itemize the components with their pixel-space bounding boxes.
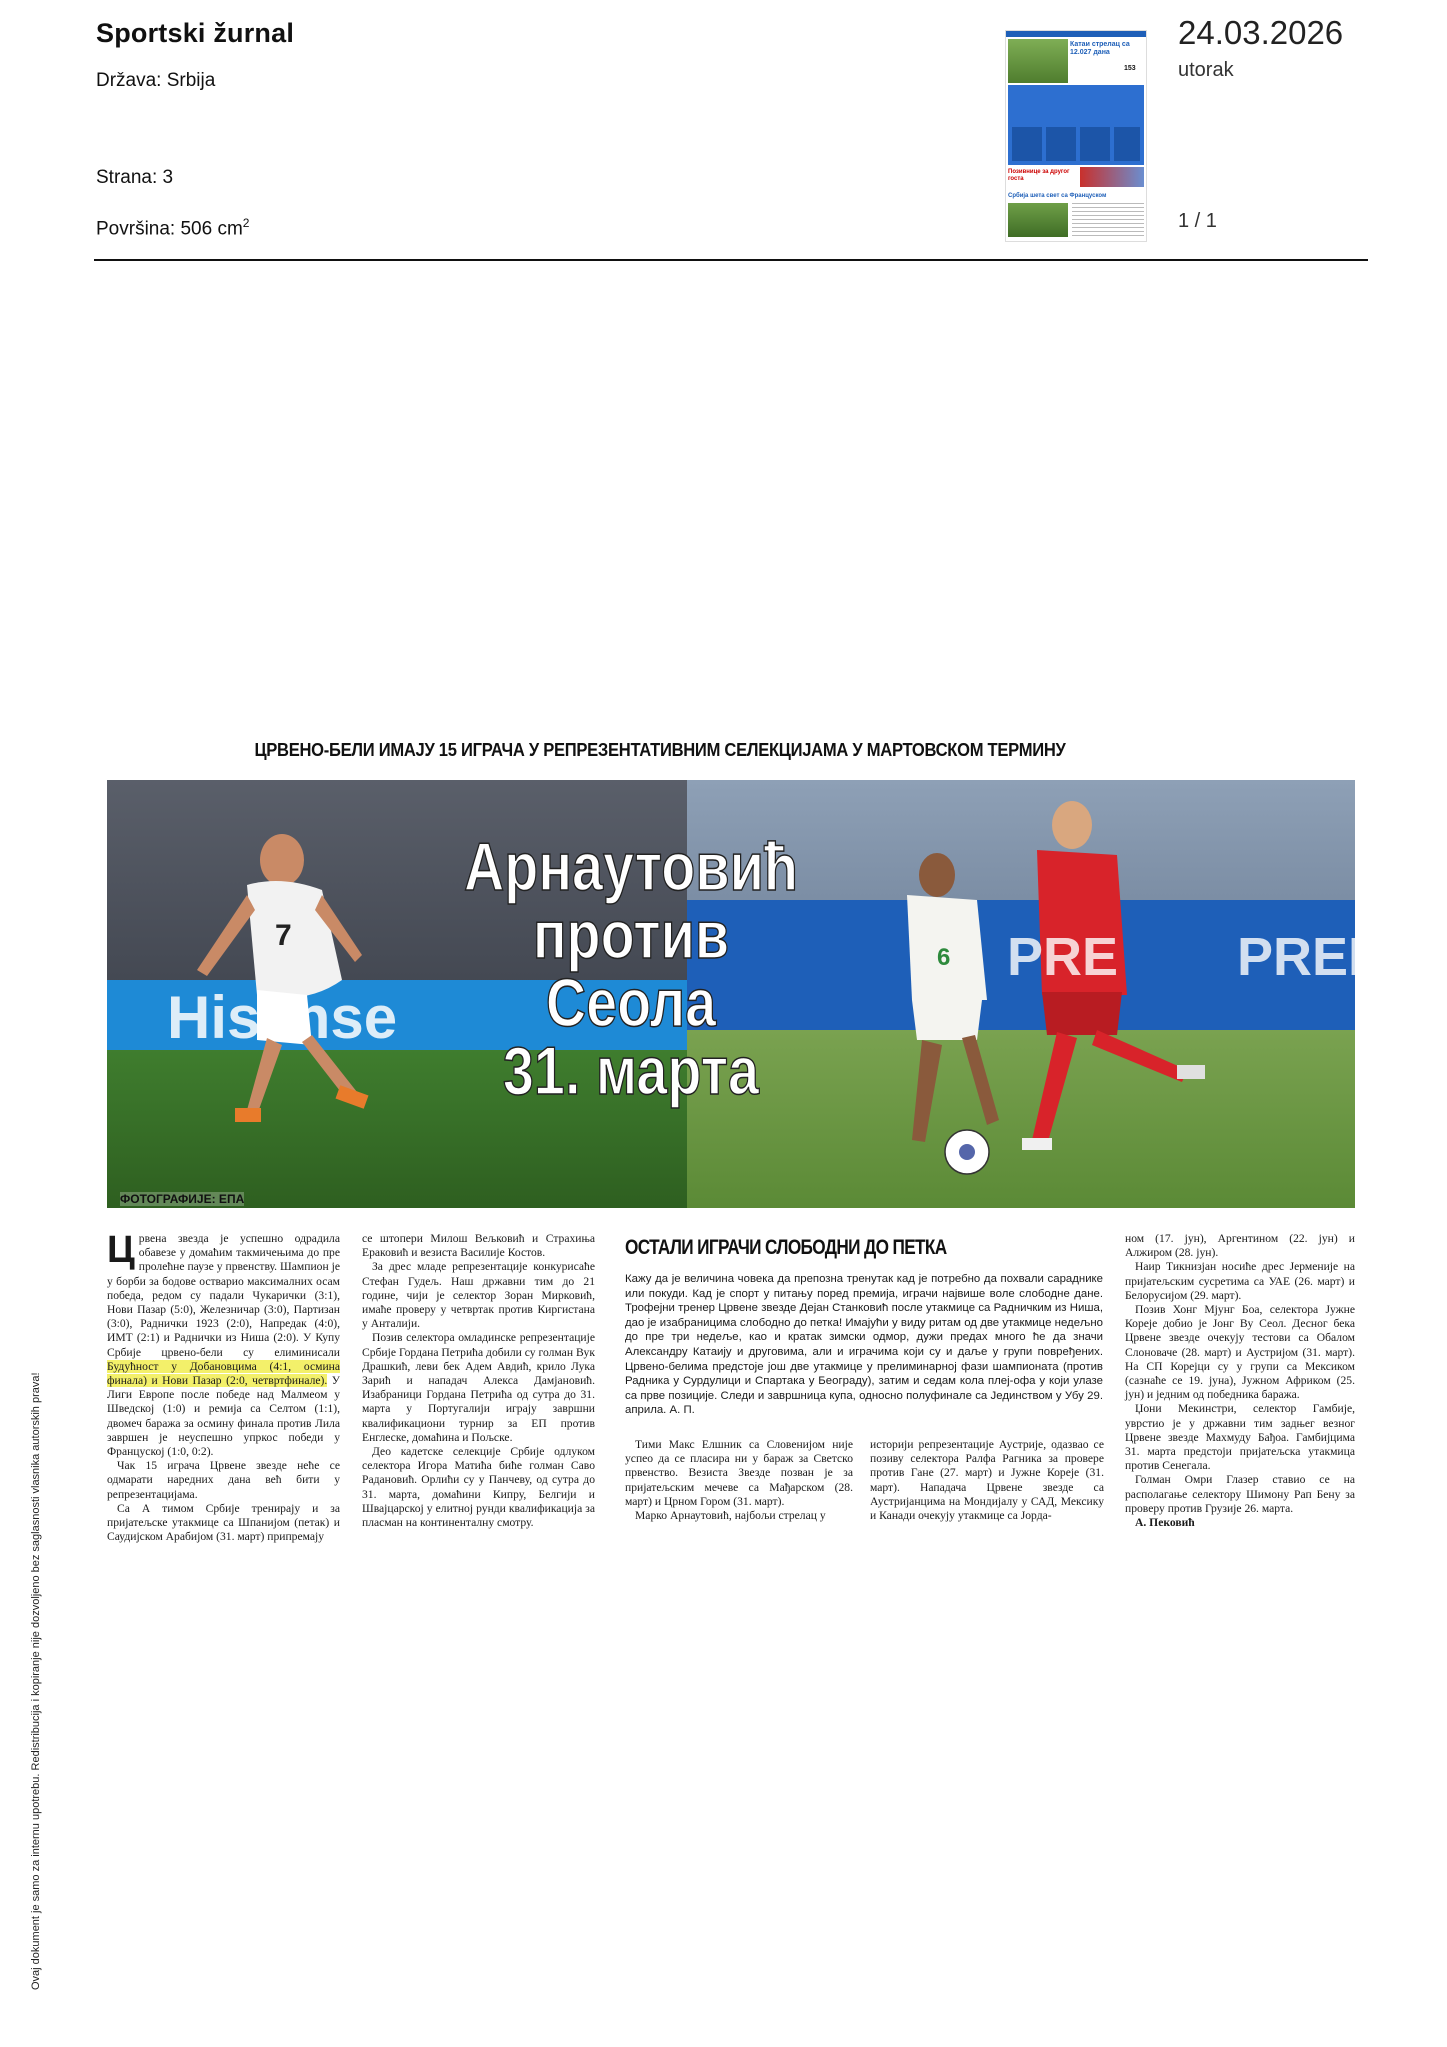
col1-paragraph-2: Чак 15 играча Црвене звезде неће се одмарати наредних дана већ бити у репрезентацијама. (107, 1459, 340, 1501)
header-divider (94, 259, 1368, 261)
issue-date: 24.03.2026 (1178, 14, 1344, 51)
author-signature: А. Пековић (1135, 1516, 1195, 1530)
country-label: Država: Srbija (96, 70, 216, 91)
col1-paragraph-1 (107, 1229, 341, 1459)
col1-p1-end: У Лиги Европе после победе над Малмеом у Шведској (1:0) и ремија са Селтом (1:1), двомеч баража за осмину финала против Лила завршен је неуспешно упркос победи у Француској (1:0, 0:2). (107, 1374, 341, 1459)
banner-pred-2: PRED (1237, 927, 1388, 987)
article-column-4 (870, 1438, 1104, 1523)
highlighted-text: Будућност у Добановцима (4:1, осмина финала) и Нови Пазар (2:0, четвртфинале). (107, 1359, 340, 1388)
page-count: 1 / 1 (1178, 210, 1217, 232)
legal-notice: Ovaj dokument je samo za internu upotrebu. Redistribucija i kopiranje nije dozvoljeno bez saglasnosti vlasnika autorskih prava! (30, 1372, 42, 1990)
col5-paragraph-2: Наир Тикнизјан носиће дрес Јерменије на пријатељским сусретима са УАЕ (26. март) и Белорусијом (29. март). (1125, 1260, 1355, 1302)
thumb-blue-grid (1012, 127, 1140, 161)
thumb-headline-2: Позивнице за другог госта (1008, 169, 1070, 182)
thumb-headline-3: Србија шета свет са Француском (1008, 193, 1107, 199)
photo-credit: ФОТОГРАФИЈЕ: ЕПА (120, 1192, 245, 1206)
area-unit-exponent: 2 (242, 216, 250, 230)
publication-name: Sportski žurnal (96, 18, 295, 48)
drop-cap: Ц (107, 1229, 135, 1271)
football (945, 1130, 989, 1174)
col2-paragraph-2: За дрес младе репрезентације конкурисаће Стефан Гудељ. Наш државни тим до 21 године, чији је селектор Зоран Мирковић, имаће проверу у четвртак против Киргистана у Анталији. (362, 1260, 595, 1331)
headline-line-3: Сеола (545, 965, 717, 1042)
headline-line-4: 31. марта (502, 1033, 760, 1110)
col5-paragraph-5: Голман Омри Глазер ставио се на располагање селектору Шимону Рап Бену за проверу против Грузије 26. марта. (1125, 1473, 1355, 1515)
col2-paragraph-4: Део кадетске селекције Србије одлуком селектора Игора Матића биће голман Саво Радановић. Орлићи су у Панчеву, од сутра до 31. марта, домаћини Кипру, Белгији и Швајцарској у елитној рунди квалификација за пласман на континенталну смотру. (362, 1445, 595, 1530)
article-column-1 (107, 1229, 341, 1544)
banner-pre-1: PRE (1007, 927, 1119, 987)
area-label (96, 216, 249, 240)
article-kicker: ЦРВЕНО-БЕЛИ ИМАЈУ 15 ИГРАЧА У РЕПРЕЗЕНТАТИВНИМ СЕЛЕКЦИЈАМА У МАРТОВСКОМ ТЕРМИНУ (254, 740, 1066, 760)
right-pitch (687, 1030, 1355, 1208)
col5-paragraph-4: Џони Мекинстри, селектор Гамбије, уврстио је у државни тим задњег везног Црвене звезде Махмуду Бађоа. Гамбијцима 31. марта предстоји пријатељска утакмица против Сенегала. (1125, 1402, 1355, 1473)
col2-paragraph-3: Позив селектора омладинске репрезентације Србије Гордана Петрића добили су голман Вук Драшкић, леви бек Адем Авдић, крило Лука Зарић и нападач Алекса Дамјановић. Изабраници Гордана Петрића од сутра до 31. марта у Португалији играју завршни квалификациони турнир за ЕП против Енглеске, домаћина и Пољске. (362, 1331, 595, 1444)
thumb-number: 153 (1124, 65, 1136, 72)
col5-paragraph-3: Позив Хонг Мјунг Боа, селектора Јужне Кореје добио је Јонг Ву Сеол. Десног бека Црвене звезде очекују тестови са Обалом Слоноваче (28. март) и Аустријом (31. март). На СП Кореjци су у групи са Мексиком (сазнаће се 19. јуна), Јужном Африком (25. јун) и једним од победника бaража. (1125, 1303, 1355, 1402)
issue-weekday: utorak (1178, 59, 1234, 81)
banner-hisense: Hisense (167, 984, 398, 1051)
article-column-2 (362, 1232, 595, 1530)
thumb-text-lines (1072, 203, 1144, 237)
svg-text:7: 7 (275, 919, 292, 952)
article-column-3 (625, 1438, 853, 1523)
thumb-photo-1 (1008, 39, 1068, 83)
col4-paragraph-1: историји репрезентације Аустрије, одазвао се позиву селектора Ралфа Рагника за провере против Гане (27. март) и Јужне Кореје (31. март). Нападача Црвене звезде са Аустријанцима на Мондијалу у САД, Мексику и Канади очекују утакмице са Јорда- (870, 1438, 1104, 1523)
photo-illustration (107, 780, 1388, 1208)
area-text: Površina: 506 cm (96, 218, 243, 240)
box-text: Кажу да је величина човека да препозна тренутак кад је потребно да похвали сараднике или покуди. Кад је спорт у питању поред премија, играчи највише воле слободне дане. Трофејни тренер Црвене звезде Дејан Станковић после утакмице са Радничким из Ниша, дао је изабраницима слободно до петка! Имајући у виду ритам од две утакмице недељно до пре три недеље, као и кратак зимски одмор, дужи предах много ће да значи Александру Катаију и друговима, али и играчима који су и даље у групи повређених. Црвено-белима предстоје још две утакмице у прелиминарној фази шампионата (против Радника у Сурдулици и Спартака у Београду), затим и седам кола плеј-офа у који улазе са прве позиције. Следи и завршница купа, односно полуфинале са Јединством у Убу 29. априла. А. П. (625, 1273, 1103, 1417)
headline-line-2: против (532, 897, 730, 974)
thumb-photo-2 (1080, 167, 1144, 187)
col5-paragraph-1: ном (17. јун), Аргентином (22. јун) и Алжиром (28. јун). (1125, 1232, 1355, 1260)
thumb-headline-1: Катаи стрелац са 12.027 дана (1070, 41, 1130, 56)
thumb-top-strip (1006, 31, 1146, 37)
box-headline: ОСТАЛИ ИГРАЧИ СЛОБОДНИ ДО ПЕТКА (625, 1236, 947, 1259)
headline-line-1: Арнаутовић (464, 829, 798, 906)
page-thumbnail[interactable] (1005, 30, 1147, 242)
article-photo (107, 780, 1388, 1208)
svg-text:6: 6 (937, 944, 951, 971)
thumb-photo-3 (1008, 203, 1068, 237)
page-label: Strana: 3 (96, 167, 174, 188)
col1-p1-start: рвена звезда је успешно одрадила обавезе у домаћим такмичењима до пре пролећне паузе у првенству. Шампион је у борби за бодове остварио максималних осам победа, редом су падали Чукарички (3:1), Нови Пазар (5:0), Железничар (3:0), Партизан (3:0), Раднички 1923 (2:0), Напредак (4:0), ИМТ (2:1) и Раднички из Ниша (2:0). У Купу Србије црвено-бели су елиминисали (107, 1232, 340, 1359)
col2-paragraph-1: се штопери Милош Вељковић и Страхиња Ераковић и везиста Василије Костов. (362, 1232, 595, 1260)
col3-paragraph-2: Марко Арнаутовић, најбољи стрелац у (635, 1509, 826, 1523)
col1-paragraph-3: Са А тимом Србије тренираjу и за пријатељске утакмице са Шпанијом (петак) и Саудијском Арабијом (31. март) припремају (107, 1501, 340, 1544)
col3-paragraph-1: Тими Макс Елшник са Словенијом није успео да се пласира ни у бараж за Светско првенство. Везиста Звезде позван је за пријатељским мечеве са Мађарском (28. март) и Црном Гором (31. март). (625, 1438, 853, 1508)
article-column-5 (1125, 1232, 1355, 1530)
